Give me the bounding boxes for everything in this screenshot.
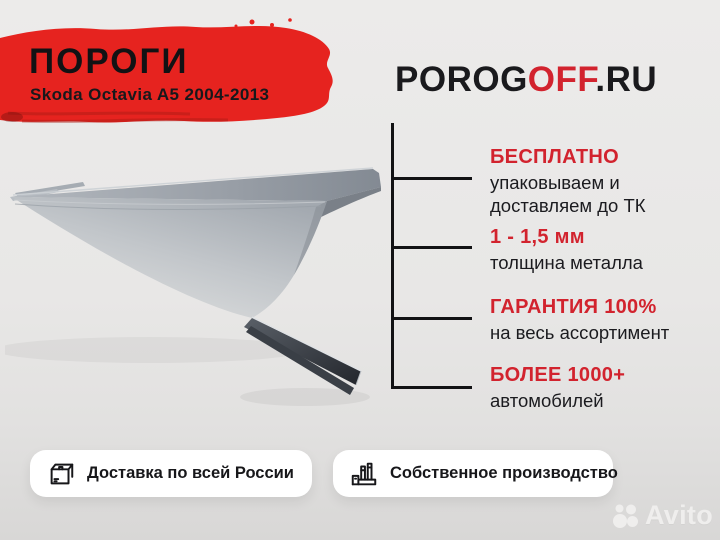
delivery-badge <box>30 450 312 497</box>
feature-title: БОЛЕЕ 1000+ <box>490 364 626 386</box>
production-badge-label: Собственное производство <box>390 464 618 482</box>
feature-line: автомобилей <box>490 390 604 411</box>
feature-item-cars-count <box>490 364 715 412</box>
feature-tick-1 <box>391 177 472 180</box>
delivery-badge-label: Доставка по всей России <box>87 464 294 482</box>
site-logo <box>395 60 657 100</box>
feature-item-free-delivery <box>490 146 715 217</box>
feature-item-metal-thickness <box>490 226 715 274</box>
avito-watermark <box>612 500 713 531</box>
feature-item-guarantee <box>490 296 715 344</box>
sill-panel-photo <box>5 145 395 410</box>
feature-title: БЕСПЛАТНО <box>490 146 619 168</box>
feature-tick-3 <box>391 317 472 320</box>
banner-subtitle: Skoda Octavia A5 2004-2013 <box>30 85 270 104</box>
feature-line: упаковываем и <box>490 172 620 193</box>
feature-line: на весь ассортимент <box>490 322 670 343</box>
logo-part-porog: POROG <box>395 60 528 99</box>
feature-bracket-line <box>391 123 394 389</box>
banner-title: ПОРОГИ <box>29 42 189 81</box>
production-badge <box>333 450 618 497</box>
feature-tick-2 <box>391 246 472 249</box>
feature-tick-4 <box>391 386 472 389</box>
feature-line: толщина металла <box>490 252 643 273</box>
package-box-icon <box>46 459 76 489</box>
avito-logo-icon <box>612 502 640 530</box>
logo-part-off: OFF <box>527 60 596 99</box>
avito-watermark-text: Avito <box>645 500 713 530</box>
feature-line: доставляем до ТК <box>490 195 646 216</box>
feature-title: 1 - 1,5 мм <box>490 226 585 248</box>
logo-part-ru: .RU <box>595 60 658 99</box>
factory-icon <box>349 459 379 489</box>
feature-title: ГАРАНТИЯ 100% <box>490 296 657 318</box>
